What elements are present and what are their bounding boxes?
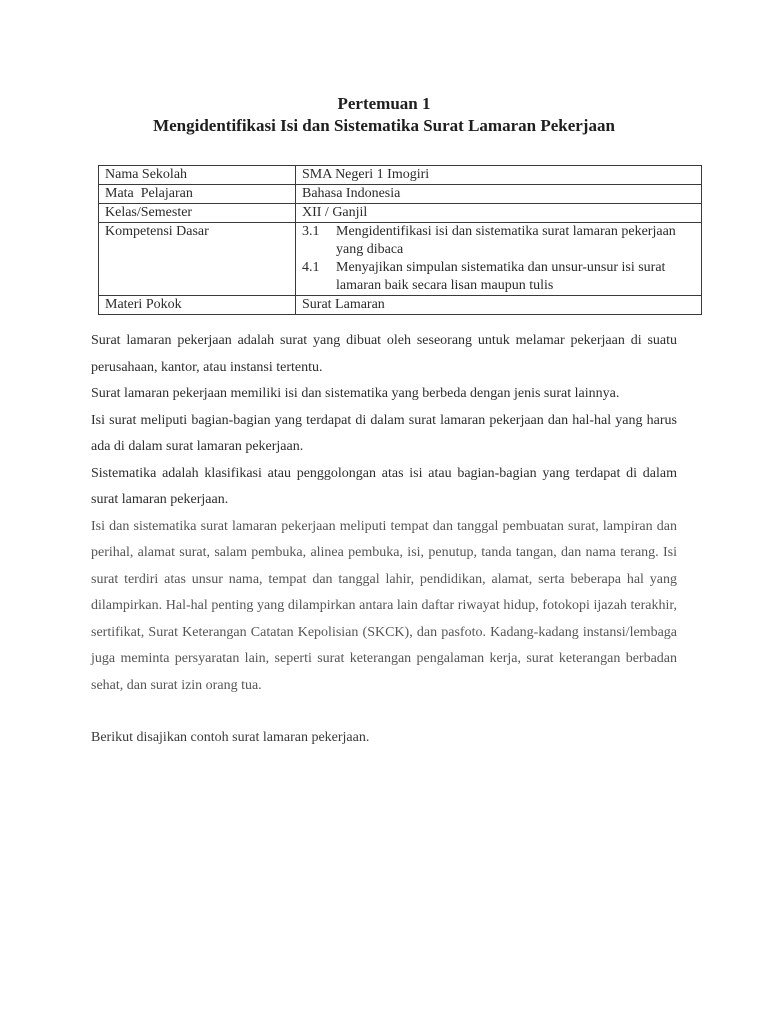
kompetensi-number: 4.1 — [302, 260, 320, 275]
paragraph-rincian: Isi dan sistematika surat lamaran pekerjaan meliputi tempat dan tanggal pembuatan surat, lampiran dan perihal, alamat surat, salam pembuka, alinea pembuka, isi, penutup, tanda tangan, dan nama terang. Isi surat terdiri atas unsur nama, tempat dan tanggal lahir, pendidikan, alamat, serta beberapa hal yang dilampirkan. Hal-hal penting yang dilampirkan antara lain daftar riwayat hidup, fotokopi ijazah terakhir, sertifikat, Surat Keterangan Catatan Kepolisian (SKCK), dan pasfoto. Kadang-kadang instansi/lembaga juga meminta persyaratan lain, seperti surat keterangan pengalaman kerja, surat keterangan berbadan sehat, dan surat izin orang tua. — [91, 518, 677, 693]
kompetensi-text: Menyajikan simpulan sistematika dan unsur-unsur isi surat lamaran baik secara lisan maupun tulis — [336, 260, 666, 293]
row-label-mata-pelajaran: Mata Pelajaran — [99, 185, 296, 204]
paragraph-spacer — [91, 699, 677, 725]
row-value-kelas-semester: XII / Ganjil — [296, 204, 702, 223]
info-table — [98, 165, 702, 315]
kompetensi-item — [302, 223, 695, 259]
table-row — [99, 185, 702, 204]
row-label-materi-pokok: Materi Pokok — [99, 296, 296, 315]
table-row — [99, 223, 702, 296]
kompetensi-number: 3.1 — [302, 224, 320, 239]
row-value-nama-sekolah: SMA Negeri 1 Imogiri — [296, 166, 702, 185]
row-label-nama-sekolah: Nama Sekolah — [99, 166, 296, 185]
row-label-kelas-semester: Kelas/Semester — [99, 204, 296, 223]
body-text — [91, 328, 677, 751]
kompetensi-text: Mengidentifikasi isi dan sistematika surat lamaran pekerjaan yang dibaca — [336, 224, 676, 257]
row-label-kompetensi-dasar: Kompetensi Dasar — [99, 223, 296, 296]
paragraph-perbedaan: Surat lamaran pekerjaan memiliki isi dan sistematika yang berbeda dengan jenis surat lainnya. — [91, 386, 620, 401]
paragraph-isi: Isi surat meliputi bagian-bagian yang terdapat di dalam surat lamaran pekerjaan dan hal-hal yang harus ada di dalam surat lamaran pekerjaan. — [91, 412, 677, 454]
paragraph-sistematika: Sistematika adalah klasifikasi atau penggolongan atas isi atau bagian-bagian yang terdapat di dalam surat lamaran pekerjaan. — [91, 465, 677, 507]
table-row — [99, 166, 702, 185]
table-row — [99, 204, 702, 223]
row-value-mata-pelajaran: Bahasa Indonesia — [296, 185, 702, 204]
paragraph-definisi: Surat lamaran pekerjaan adalah surat yang dibuat oleh seseorang untuk melamar pekerjaan di suatu perusahaan, kantor, atau instansi tertentu. — [91, 333, 677, 375]
closing-sentence: Berikut disajikan contoh surat lamaran pekerjaan. — [91, 730, 370, 745]
row-value-materi-pokok: Surat Lamaran — [296, 296, 702, 315]
kompetensi-item — [302, 259, 695, 295]
row-value-kompetensi-dasar — [296, 223, 702, 296]
page-title: Pertemuan 1 — [337, 94, 431, 113]
page-subtitle: Mengidentifikasi Isi dan Sistematika Surat Lamaran Pekerjaan — [153, 116, 615, 135]
table-row — [99, 296, 702, 315]
